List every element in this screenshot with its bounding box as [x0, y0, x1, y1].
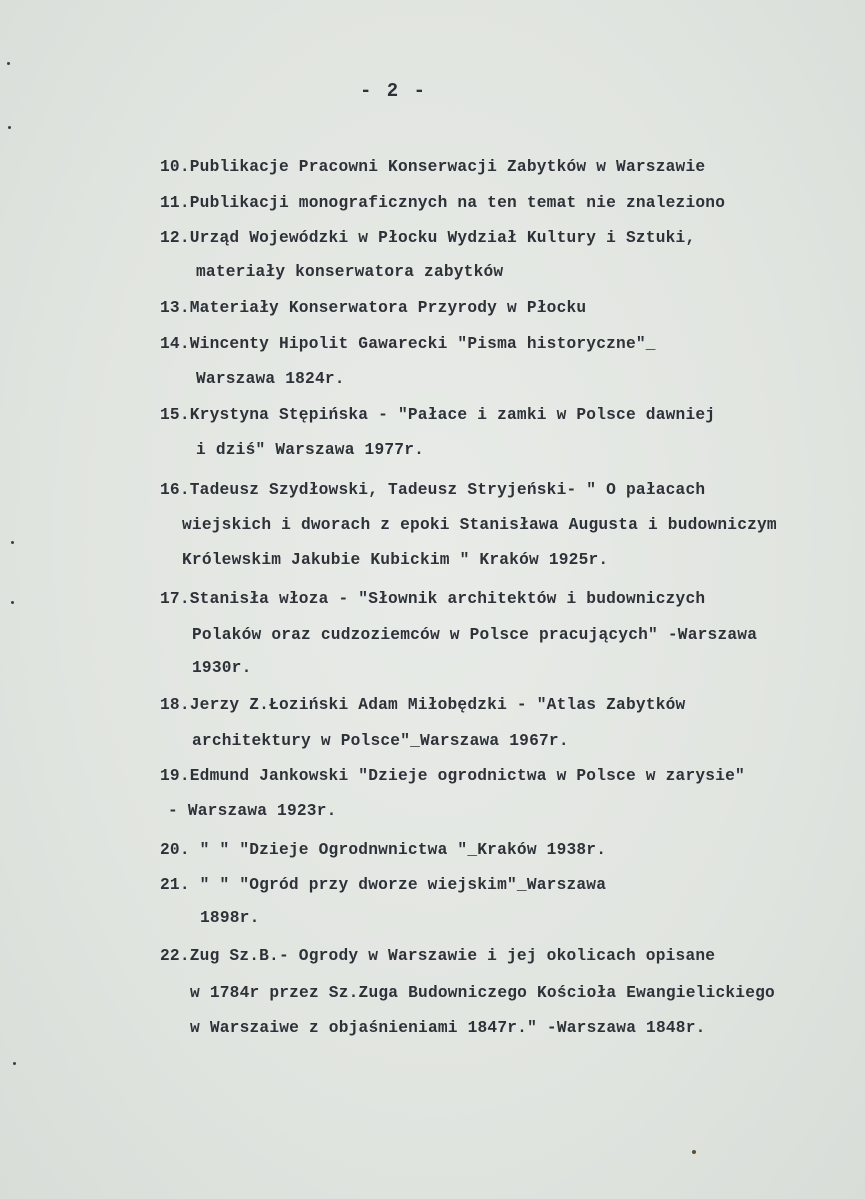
entry-14-line-2: Warszawa 1824r. — [196, 370, 345, 388]
entry-12-line-2: materiały konserwatora zabytków — [196, 263, 504, 281]
entry-16-line-1: 16.Tadeusz Szydłowski, Tadeusz Stryjeński- " O pałacach — [160, 481, 706, 499]
entry-21-line-1: 21. " " "Ogród przy dworze wiejskim"_Warszawa — [160, 876, 607, 894]
entry-17-line-3: 1930r. — [192, 659, 252, 677]
entry-19-line-1: 19.Edmund Jankowski "Dzieje ogrodnictwa w Polsce w zarysie" — [160, 767, 745, 785]
entry-20-line-1: 20. " " "Dzieje Ogrodnwnictwa "_Kraków 1938r. — [160, 841, 607, 859]
entry-19-line-2: - Warszawa 1923r. — [168, 802, 337, 820]
entry-17-line-1: 17.Stanisła włoza - "Słownik architektów i budowniczych — [160, 590, 706, 608]
entry-17-line-2: Polaków oraz cudzoziemców w Polsce pracujących" -Warszawa — [192, 626, 758, 644]
entry-13-line-1: 13.Materiały Konserwatora Przyrody w Płocku — [160, 299, 587, 317]
margin-speck — [11, 601, 14, 604]
entry-10-line-1: 10.Publikacje Pracowni Konserwacji Zabytków w Warszawie — [160, 158, 706, 176]
margin-speck — [692, 1150, 696, 1154]
entry-22-line-1: 22.Zug Sz.B.- Ogrody w Warszawie i jej okolicach opisane — [160, 947, 716, 965]
entry-18-line-1: 18.Jerzy Z.Łoziński Adam Miłobędzki - "Atlas Zabytków — [160, 696, 686, 714]
entry-22-line-2: w 1784r przez Sz.Zuga Budowniczego Kościoła Ewangielickiego — [190, 984, 775, 1002]
margin-speck — [13, 1062, 16, 1065]
entry-16-line-3: Królewskim Jakubie Kubickim " Kraków 1925r. — [182, 551, 609, 569]
entry-11-line-1: 11.Publikacji monograficznych na ten temat nie znaleziono — [160, 194, 726, 212]
page-number: - 2 - — [360, 80, 428, 102]
margin-speck — [7, 62, 10, 65]
entry-18-line-2: architektury w Polsce"_Warszawa 1967r. — [192, 732, 569, 750]
entry-16-line-2: wiejskich i dworach z epoki Stanisława Augusta i budowniczym — [182, 516, 777, 534]
entry-21-line-2: 1898r. — [200, 909, 260, 927]
entry-22-line-3: w Warszaiwe z objaśnieniami 1847r." -Warszawa 1848r. — [190, 1019, 706, 1037]
entry-12-line-1: 12.Urząd Wojewódzki w Płocku Wydział Kultury i Sztuki, — [160, 229, 696, 247]
entry-15-line-2: i dziś" Warszawa 1977r. — [196, 441, 425, 459]
entry-15-line-1: 15.Krystyna Stępińska - "Pałace i zamki w Polsce dawniej — [160, 406, 716, 424]
margin-speck — [11, 541, 14, 544]
margin-speck — [8, 126, 11, 129]
entry-14-line-1: 14.Wincenty Hipolit Gawarecki "Pisma historyczne"_ — [160, 335, 656, 353]
